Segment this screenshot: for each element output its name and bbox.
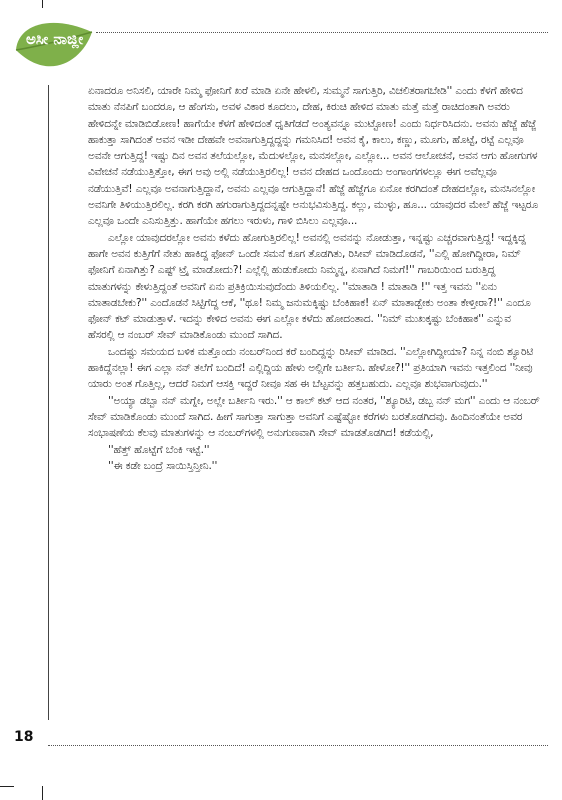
crop-mark-top xyxy=(42,0,43,8)
footer-dotted-rule xyxy=(48,745,548,746)
leaf-logo-icon xyxy=(12,10,94,86)
article-body xyxy=(88,83,540,474)
logo-text: ಅಸೀ ನಾಜ್ಲೀ xyxy=(26,30,84,48)
paragraph: ''ಅಯ್ಯಾ ಡಬ್ಬಾ ನನ್ ಮಗ್ನೇ, ಅಲ್ಲೇ ಬರ್ತೀನಿ ಇರು.'' ಆ ಕಾಲ್ ಕಟ್ ಆದ ನಂತರ, ''ಶ್ಯೂರಿಟಿ, ಡಬ್ಬ ನನ್ ಮಗ'' ಎಂದು ಆ ನಂಬರ್ ಸೇವ್ ಮಾಡಿಕೊಂಡು ಮುಂದೆ ಸಾಗಿದ. ಹೀಗೆ ಸಾಗುತ್ತಾ ಸಾಗುತ್ತಾ ಅವನಿಗೆ ಎಷ್ಟೆಷ್ಟೋ ಕರೆಗಳು ಬರತೊಡಗಿದವು. ಹಿಂದಿನಂತೆಯೇ ಅವರ ಸಂಭಾಷಣೆಯ ಕೆಲವು ಮಾತುಗಳನ್ನು ಆ ನಂಬರ್‌ಗಳಲ್ಲಿ ಅನುಗುಣವಾಗಿ ಸೇವ್ ಮಾಡತೊಡಗಿದ! ಕಡೆಯಲ್ಲಿ, xyxy=(88,394,540,440)
crop-mark-bottom xyxy=(42,786,43,800)
page-number: 18 xyxy=(14,729,34,745)
paragraph: ಏನಾದರೂ ಅನಿಸಲಿ, ಯಾರೇ ನಿಮ್ಮ ಫೋನಿಗೆ ಖರೆ ಮಾಡಿ ಏನೇ ಹೇಳಲಿ, ಸುಮ್ಮನೆ ಸಾಗುತ್ತಿರಿ, ವಿಚಲಿತರಾಗಬೇಡಿ'' ಎಂದು ಕೆಳಗೆ ಹೇಳಿದ ಮಾತು ನೆನಪಿಗೆ ಬಂದರೂ, ಆ ಹೆಂಗಸು, ಅವಳ ವಿಕಾರ ಕೂದಲು, ದೇಹ, ಕಿರುಚಿ ಹೇಳಿದ ಮಾತು ಮತ್ತೆ ಮತ್ತೆ ರಾಚಿದಂತಾಗಿ ಅವರು ಹೇಳಿದನ್ನೇ ಮಾಡಿಬಿಡೋಣ! ಹಾಗೆಯೇ ಕೆಳಗೆ ಹೇಳಿದಂತೆ ಧೃತಿಗೆಡದೆ ಅಂತ್ಯವನ್ನೂ ಮುಟ್ಟೋಣ! ಎಂದು ನಿರ್ಧರಿಸಿದನು. ಅವನು ಹೆಜ್ಜೆ ಹೆಜ್ಜೆ ಹಾಕುತ್ತಾ ಸಾಗಿದಂತೆ ಅವನ ಇಡೀ ದೇಹವೇ ಅವನಾಗುತ್ತಿದ್ದದ್ದನ್ನು ಗಮನಿಸಿದ! ಅವನ ಕೈ, ಕಾಲು, ಕಣ್ಣು, ಮೂಗು, ಹೊಟ್ಟೆ, ರಟ್ಟೆ ಎಲ್ಲವೂ ಅವನೇ ಆಗುತ್ತಿದ್ದ! ಇಷ್ಟು ದಿನ ಅವನ ತಲೆಯಲ್ಲೋ, ಮೆದುಳಲ್ಲೋ, ಮನಸಲ್ಲೋ, ಎಲ್ಲೋ... ಅವನ ಆಲೋಚನೆ, ಅವನ ಆಗು ಹೋಗುಗಳ ವಿವೇಚನೆ ನಡೆಯುತ್ತಿತ್ತೋ, ಈಗ ಅವು ಅಲ್ಲಿ ನಡೆಯುತ್ತಿರಲಿಲ್ಲ! ಅವನ ದೇಹದ ಒಂದೊಂದು ಅಂಗಾಂಗಗಳಲ್ಲೂ ಈಗ ಅವೆಲ್ಲವೂ ನಡೆಯುತ್ತಿವೆ! ಎಲ್ಲವೂ ಅವನಾಗುತ್ತಿದ್ದಾನೆ, ಅವನು ಎಲ್ಲವೂ ಆಗುತ್ತಿದ್ದಾನೆ! ಹೆಜ್ಜೆ ಹೆಜ್ಜೆಗೂ ಏನೋ ಕರಗಿದಂತೆ ದೇಹದಲ್ಲೋ, ಮನಸಿನಲ್ಲೋ ಅವನಿಗೇ ತಿಳಿಯುತ್ತಿರಲಿಲ್ಲ. ಕರಗಿ ಕರಗಿ ಹಗುರಾಗುತ್ತಿದ್ದದನ್ನಷ್ಟೇ ಅನುಭವಿಸುತ್ತಿದ್ದ. ಕಲ್ಲು, ಮುಳ್ಳು, ಹೂ... ಯಾವುದರ ಮೇಲೆ ಹೆಜ್ಜೆ ಇಟ್ಟರೂ ಎಲ್ಲವೂ ಒಂದೇ ಎನಿಸುತ್ತಿತ್ತು. ಹಾಗೆಯೇ ಹಗಲು ಇರುಳು, ಗಾಳಿ ಬಿಸಿಲು ಎಲ್ಲವೂ... xyxy=(88,85,539,228)
paragraph: ''ಈ ಕಡೇ ಬಂದ್ರೆ ಸಾಯಿಸ್ತಿನ್ತೀನಿ.'' xyxy=(108,459,218,472)
crop-mark-left xyxy=(0,786,14,787)
margin-vertical-rule xyxy=(48,85,49,720)
paragraph: ಒಂದಷ್ಟು ಸಮಯದ ಬಳಿಕ ಮತ್ತೊಂದು ನಂಬರ್‌ನಿಂದ ಕರೆ ಬಂದಿದ್ದನ್ನು ರಿಸೀವ್ ಮಾಡಿದ. ''ಎಲ್ಲೋಗಿದ್ದೀಯಾ? ನಿನ್ನ ನಂಬಿ ಶ್ಯೂರಿಟಿ ಹಾಕಿದ್ದೆನಲ್ಲಾ! ಈಗ ಎಲ್ಲಾ ನನ್ ತಲೆಗೆ ಬಂದಿದೆ! ಎಲ್ಲಿದ್ದಿಯ ಹೇಳು ಅಲ್ಲಿಗೇ ಬರ್ತೀನಿ. ಹೇಳೋ?!'' ಪ್ರತಿಯಾಗಿ ಇವನು ಇತ್ತಲಿಂದ ''ನೀವು ಯಾರು ಅಂತ ಗೊತ್ತಿಲ್ಲ, ಆದರೆ ನಿಮಗೆ ಆಸಕ್ತಿ ಇದ್ದರೆ ನೀವೂ ಸಹ ಈ ಬೆಟ್ಟವನ್ನು ಹತ್ತಬಹುದು. ಎಲ್ಲವೂ ಶುಭವಾಗುವುದು.'' xyxy=(88,345,534,391)
magazine-logo xyxy=(12,10,94,86)
paragraph: ಎಲ್ಲೋ ಯಾವುದರಲ್ಲೋ ಅವನು ಕಳೆದು ಹೋಗುತ್ತಿರಲಿಲ್ಲ! ಅವನಲ್ಲಿ ಅವನನ್ನು ನೋಡುತ್ತಾ, ಇನ್ನಷ್ಟು ಎಚ್ಚರವಾಗುತ್ತಿದ್ದ! ಇದ್ದಕ್ಕಿದ್ದ ಹಾಗೇ ಅವನ ಕುತ್ತಿಗೆಗೆ ನೇತು ಹಾಕಿದ್ದ ಫೋನ್ ಒಂದೇ ಸಮನೆ ಕೂಗ ತೊಡಗಿತು, ರಿಸೀವ್ ಮಾಡಿದೊಡನೆ, ''ಎಲ್ಲಿ ಹೋಗಿದ್ದೀರಾ, ನಿಮ್ ಫೋನಿಗೆ ಏನಾಗಿತ್ತು? ಎಷ್ಟ್ ಟ್ರೈ ಮಾಡೋದು?! ಎಲ್ಲೆಲ್ಲಿ ಹುಡುಕೋದು ನಿಮ್ಮನ್ನ, ಏನಾಗಿದೆ ನಿಮಗೆ!'' ಗಾಬರಿಯಿಂದ ಬರುತ್ತಿದ್ದ ಮಾತುಗಳನ್ನು ಕೇಳುತ್ತಿದ್ದಂತೆ ಅವನಿಗೆ ಏನು ಪ್ರತಿಕ್ರಿಯಿಸುವುದೆಂದು ತಿಳಿಯಲಿಲ್ಲ. ''ಮಾತಾಡಿ ! ಮಾತಾಡಿ !'' ಇತ್ತ ಇವನು ''ಏನು ಮಾತಾಡಬೇಕು?'' ಎಂದೊಡನೆ ಸಿಟ್ಟಿಗೆದ್ದ ಆಕೆ, ''ಥೂ! ನಿಮ್ಮ ಜನುಮಕ್ಕಿಷ್ಟು ಬೆಂಕಿಹಾಕ! ಏನ್ ಮಾತಾಡ್ಬೇಕು ಅಂತಾ ಕೇಳ್ತೀರಾ?!'' ಎಂದೂ ಫೋನ್ ಕಟ್ ಮಾಡುತ್ತಾಳೆ. ಇದನ್ನು ಕೇಳಿದ ಅವನು ಈಗ ಎಲ್ಲೋ ಕಳೆದು ಹೋದಂತಾದ. ''ನಿಮ್ ಮುಖಕ್ಕಷ್ಟು ಬೆಂಕಿಹಾಕ'' ಎನ್ನುವ ಹೆಸರಲ್ಲಿ ಆ ನಂಬರ್ ಸೇವ್ ಮಾಡಿಕೊಂಡು ಮುಂದೆ ಸಾಗಿದ. xyxy=(88,231,531,342)
header-dotted-rule xyxy=(96,32,548,33)
paragraph: ''ಹೆತ್ತ್ ಹೊಟ್ಟೆಗೆ ಬೆಂಕಿ ಇಟ್ಟೆ.'' xyxy=(108,443,210,456)
